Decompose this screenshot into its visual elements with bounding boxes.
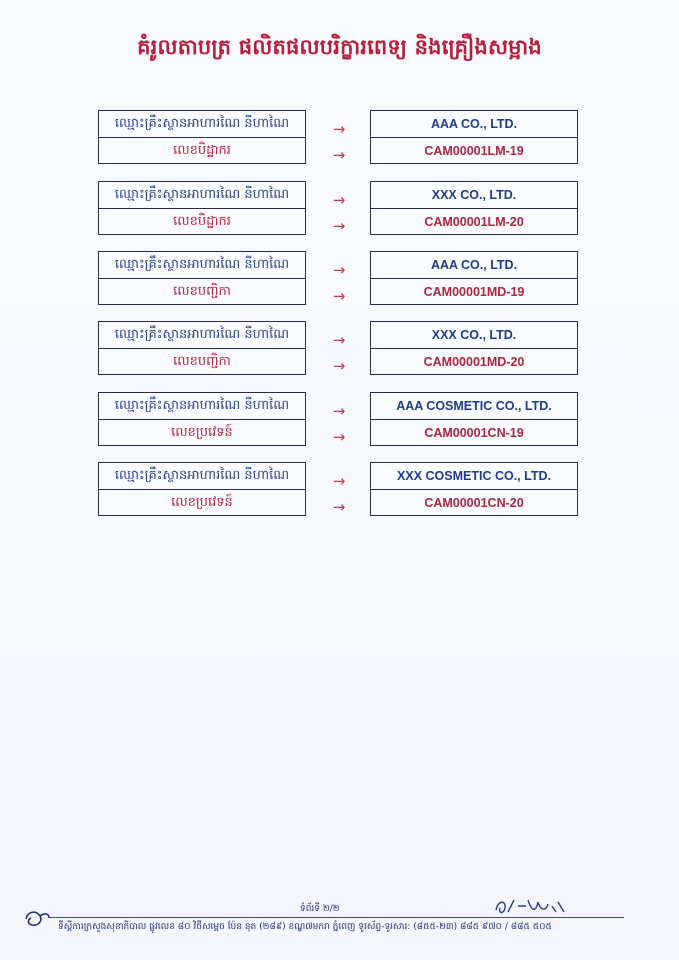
establishment-name-label: ឈ្មោះគ្រឹះស្ថានអាហារណៃ នីហាណៃ	[99, 252, 305, 279]
company-name: XXX CO., LTD.	[371, 322, 577, 349]
ministry-logo	[22, 907, 52, 929]
establishment-name-label: ឈ្មោះគ្រឹះស្ថានអាហារណៃ នីហាណៃ	[99, 111, 305, 138]
company-name: AAA COSMETIC CO., LTD.	[371, 393, 577, 420]
company-name: XXX COSMETIC CO., LTD.	[371, 463, 577, 490]
value-box	[370, 181, 578, 235]
registration-number-label: លេខបញ្ជិកា	[173, 284, 231, 299]
value-box	[370, 462, 578, 516]
registration-code: CAM00001CN-19	[424, 426, 524, 440]
registration-code: CAM00001CN-20	[424, 496, 524, 510]
mapping-group	[0, 181, 679, 237]
arrow-right-icon: →	[332, 472, 346, 490]
registration-number-label: លេខបិដ្ឋាករ	[173, 214, 231, 229]
establishment-name-label: ឈ្មោះគ្រឹះស្ថានអាហារណៃ នីហាណៃ	[99, 182, 305, 209]
arrow-right-icon: →	[332, 217, 346, 235]
registration-number-label: លេខបិដ្ឋាករ	[173, 143, 231, 158]
arrow-right-icon: →	[332, 120, 346, 138]
mapping-group	[0, 392, 679, 448]
arrow-right-icon: →	[332, 402, 346, 420]
arrow-right-icon: →	[332, 287, 346, 305]
establishment-name-label: ឈ្មោះគ្រឹះស្ថានអាហារណៃ នីហាណៃ	[99, 393, 305, 420]
signature	[492, 896, 582, 918]
registration-number-label: លេខប្រវេទន៍	[171, 495, 233, 510]
value-box	[370, 251, 578, 305]
label-box	[98, 462, 306, 516]
page-title: គំរូលតាបត្រ ផលិតផលបរិក្ខារពេទ្យ និងគ្រឿងសម្អាង	[137, 35, 542, 59]
footer-address: ទីស្តីការក្រសួងសុខាភិបាល ផ្លូវលេខ ៨០ វិថីសម្តេច ប៉ែន នុត (២៨៩) ខណ្ឌ៧មករា ភ្នំពេញ ទូរស័ព្ទ-ទូរសារ: (៨៥៥-២៣) ៨៨៥ ៩៧០ / ៨៨៥ ៥០៥	[58, 922, 552, 932]
registration-code: CAM00001MD-19	[423, 285, 525, 299]
label-box	[98, 110, 306, 164]
value-box	[370, 110, 578, 164]
label-box	[98, 392, 306, 446]
registration-code: CAM00001MD-20	[423, 355, 525, 369]
establishment-name-label: ឈ្មោះគ្រឹះស្ថានអាហារណៃ នីហាណៃ	[99, 463, 305, 490]
arrow-right-icon: →	[332, 331, 346, 349]
footer-divider	[48, 917, 624, 918]
value-box	[370, 321, 578, 375]
company-name: AAA CO., LTD.	[371, 111, 577, 138]
label-box	[98, 181, 306, 235]
arrow-right-icon: →	[332, 428, 346, 446]
arrow-right-icon: →	[332, 191, 346, 209]
registration-code: CAM00001LM-20	[424, 215, 524, 229]
mapping-group	[0, 321, 679, 377]
registration-number-label: លេខបញ្ជិកា	[173, 354, 231, 369]
arrow-right-icon: →	[332, 261, 346, 279]
arrow-right-icon: →	[332, 357, 346, 375]
label-box	[98, 251, 306, 305]
mapping-group	[0, 110, 679, 166]
establishment-name-label: ឈ្មោះគ្រឹះស្ថានអាហារណៃ នីហាណៃ	[99, 322, 305, 349]
registration-number-label: លេខប្រវេទន៍	[171, 425, 233, 440]
arrow-right-icon: →	[332, 146, 346, 164]
label-box	[98, 321, 306, 375]
company-name: AAA CO., LTD.	[371, 252, 577, 279]
mapping-group	[0, 251, 679, 307]
value-box	[370, 392, 578, 446]
arrow-right-icon: →	[332, 498, 346, 516]
company-name: XXX CO., LTD.	[371, 182, 577, 209]
page-number: ទំព័រទី ២/២	[300, 904, 340, 914]
mapping-group	[0, 462, 679, 518]
registration-code: CAM00001LM-19	[424, 144, 524, 158]
